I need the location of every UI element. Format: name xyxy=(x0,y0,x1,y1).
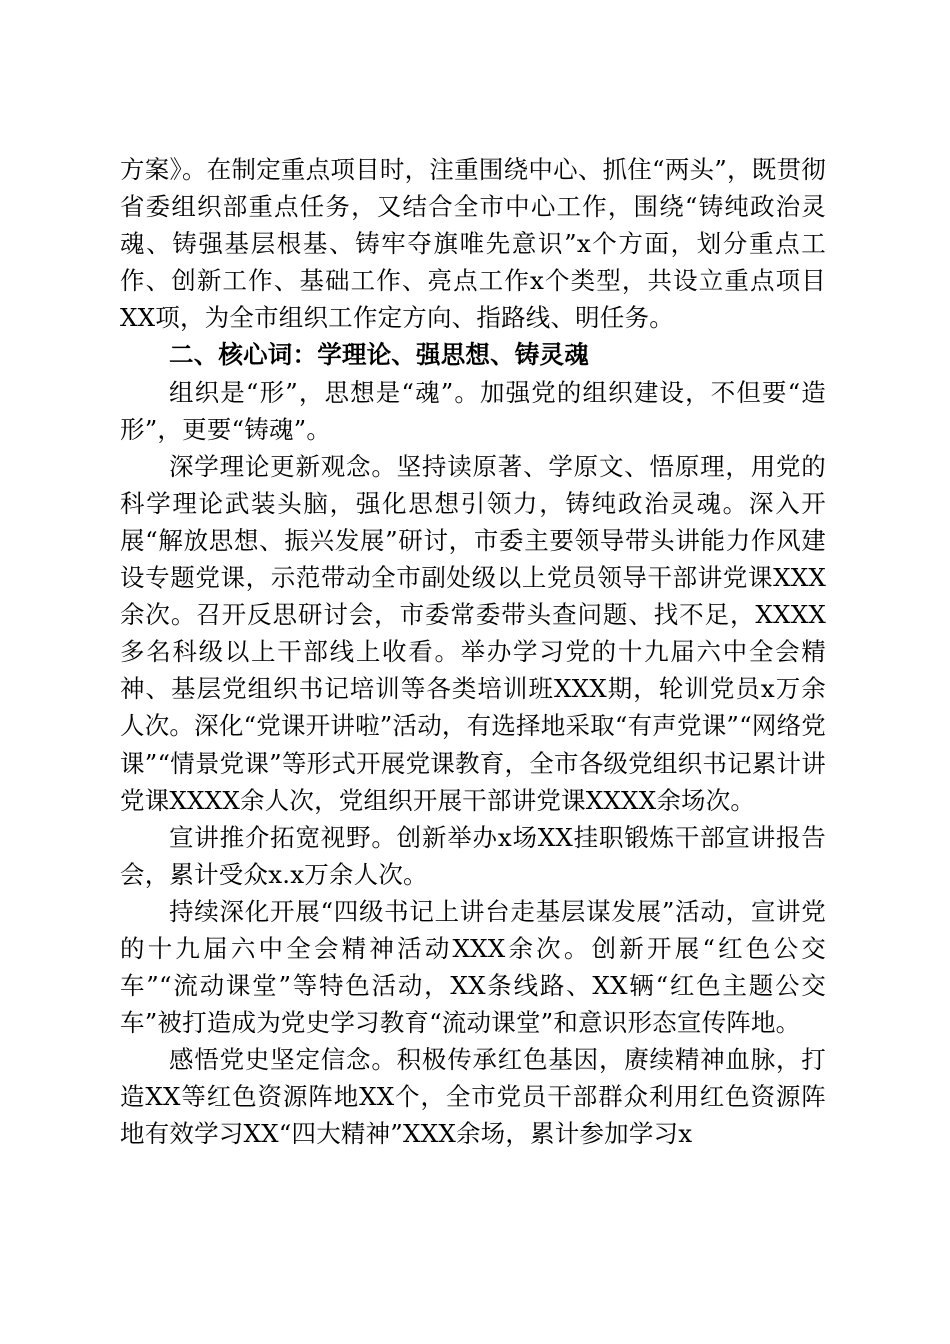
paragraph-lecture-promotion: 宣讲推介拓宽视野。创新举办x场XX挂职锻炼干部宣讲报告会，累计受众x.x万余人次。 xyxy=(120,822,826,889)
paragraph-continuation: 方案》。在制定重点项目时，注重围绕中心、抓住“两头”，既贯彻省委组织部重点任务，又结合全市中心工作，围绕“铸纯政治灵魂、铸强基层根基、铸牢夺旗唯先意识”x个方面，划分重点工作、创新工作、基础工作、亮点工作x个类型，共设立重点项目XX项，为全市组织工作定方向、指路线、明任务。 xyxy=(120,155,826,333)
paragraph-intro: 组织是“形”，思想是“魂”。加强党的组织建设，不但要“造形”，更要“铸魂”。 xyxy=(120,377,826,444)
section-heading: 二、核心词：学理论、强思想、铸灵魂 xyxy=(169,340,589,370)
paragraph-theory-study: 深学理论更新观念。坚持读原著、学原文、悟原理，用党的科学理论武装头脑，强化思想引领力，铸纯政治灵魂。深入开展“解放思想、振兴发展”研讨，市委主要领导带头讲能力作风建设专题党课，示范带动全市副处级以上党员领导干部讲党课XXX余次。召开反思研讨会，市委常委带头查问题、找不足，XXXX多名科级以上干部线上收看。举办学习党的十九届六中全会精神、基层党组织书记培训等各类培训班XXX期，轮训党员x万余人次。深化“党课开讲啦”活动，有选择地采取“有声党课”“网络党课”“情景党课”等形式开展党课教育，全市各级党组织书记累计讲党课XXXX余人次，党组织开展干部讲党课XXXX余场次。 xyxy=(120,451,826,815)
document-body xyxy=(120,151,826,1153)
paragraph-party-history: 感悟党史坚定信念。积极传承红色基因，赓续精神血脉，打造XX等红色资源阵地XX个，全市党员干部群众利用红色资源阵地有效学习XX“四大精神”XXX余场，累计参加学习x xyxy=(120,1045,826,1149)
paragraph-four-level-secretaries: 持续深化开展“四级书记上讲台走基层谋发展”活动，宣讲党的十九届六中全会精神活动XXX余次。创新开展“红色公交车”“流动课堂”等特色活动，XX条线路、XX辆“红色主题公交车”被打造成为党史学习教育“流动课堂”和意识形态宣传阵地。 xyxy=(120,896,826,1038)
